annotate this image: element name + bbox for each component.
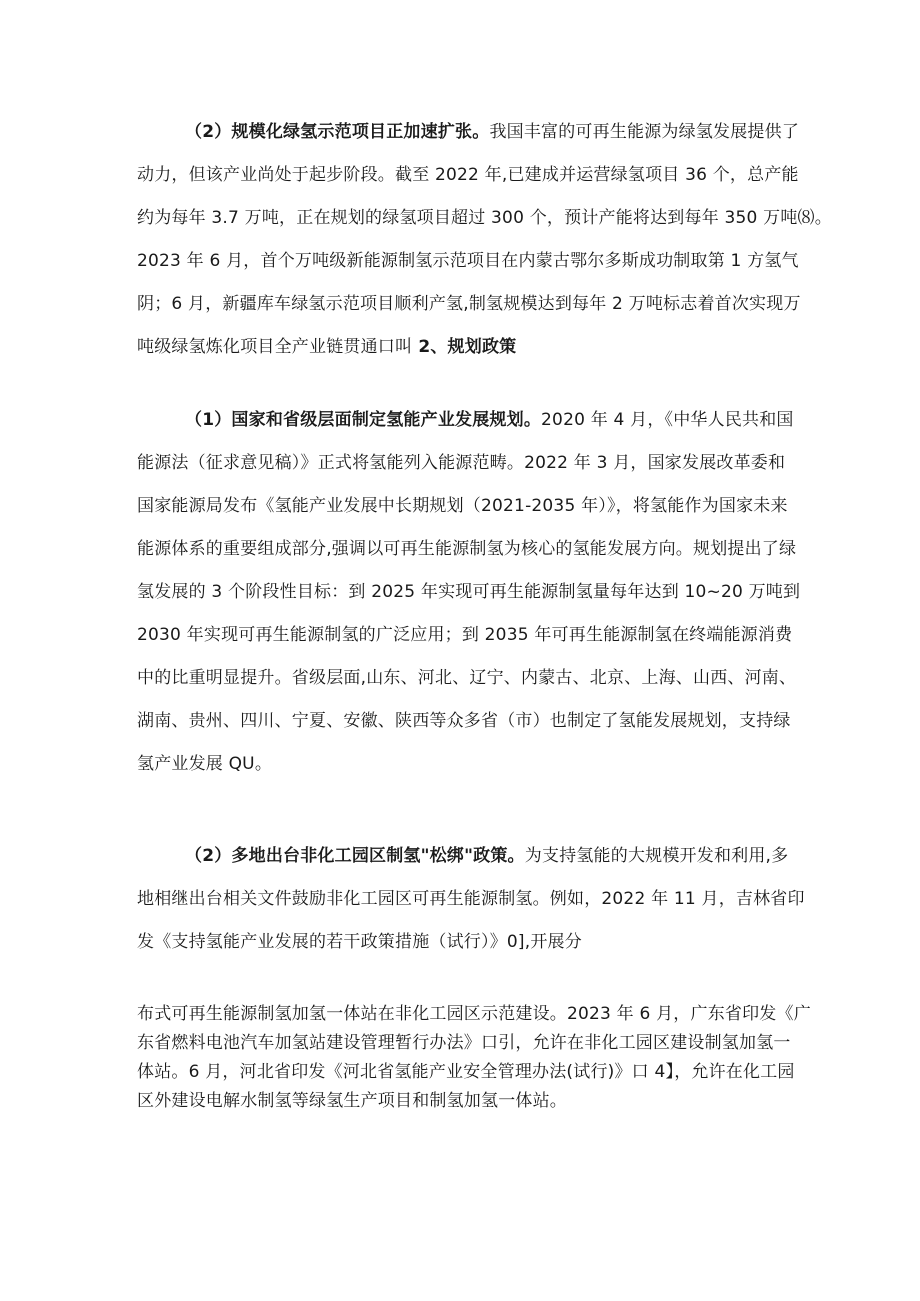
- text-line: 发《支持氢能产业发展的若干政策措施（试行）》0],开展分: [137, 932, 582, 952]
- text-line: [185, 837, 788, 876]
- text-line: 阴；6 月，新疆库车绿氢示范项目顺利产氢,制氢规模达到每年 2 万吨标志着首次实现万: [137, 294, 801, 314]
- text-line: 布式可再生能源制氢加氢一体站在非化工园区示范建设。2023 年 6 月，广东省印发《广: [137, 1004, 811, 1024]
- text-line: 东省燃料电池汽车加氢站建设管理暂行办法》口引，允许在非化工园区建设制氢加氢一: [137, 1033, 791, 1053]
- section-heading: （1）国家和省级层面制定氢能产业发展规划。: [185, 410, 542, 430]
- text-line: 中的比重明显提升。省级层面,山东、河北、辽宁、内蒙古、北京、上海、山西、河南、: [137, 668, 797, 688]
- text-line: 体站。6 月，河北省印发《河北省氢能产业安全管理办法(试行)》口 4】，允许在化工园: [137, 1062, 795, 1082]
- text-line: 约为每年 3.7 万吨，正在规划的绿氢项目超过 300 个，预计产能将达到每年 350 万吨⑻。: [137, 208, 832, 228]
- body-text: 吨级绿氢炼化项目全产业链贯通口叫: [137, 337, 413, 357]
- section-heading: 2、规划政策: [412, 337, 517, 357]
- text-line: 氢产业发展 QU。: [137, 754, 273, 774]
- text-line: 国家能源局发布《氢能产业发展中长期规划（2021-2035 年）》，将氢能作为国家未来: [137, 496, 788, 516]
- section-heading: （2）规模化绿氢示范项目正加速扩张。: [185, 122, 490, 142]
- text-line: [137, 328, 516, 367]
- body-text: 为支持氢能的大规模开发和利用,多: [524, 846, 789, 866]
- text-line: 能源法（征求意见稿）》正式将氢能列入能源范畴。2022 年 3 月，国家发展改革委和: [137, 453, 786, 473]
- text-line: 区外建设电解水制氢等绿氢生产项目和制氢加氢一体站。: [137, 1091, 567, 1111]
- text-line: 氢发展的 3 个阶段性目标：到 2025 年实现可再生能源制氢量每年达到 10~20 万吨到: [137, 582, 801, 602]
- section-heading: （2）多地出台非化工园区制氢"松绑"政策。: [185, 846, 525, 866]
- text-line: 2030 年实现可再生能源制氢的广泛应用；到 2035 年可再生能源制氢在终端能源消费: [137, 625, 793, 645]
- text-line: [185, 401, 794, 440]
- text-line: 动力，但该产业尚处于起步阶段。截至 2022 年,已建成并运营绿氢项目 36 个，总产能: [137, 165, 799, 185]
- text-line: 2023 年 6 月，首个万吨级新能源制氢示范项目在内蒙古鄂尔多斯成功制取第 1 方氢气: [137, 251, 799, 271]
- text-line: 湖南、贵州、四川、宁夏、安徽、陕西等众多省（市）也制定了氢能发展规划，支持绿: [137, 711, 791, 731]
- body-text: 2020 年 4 月，《中华人民共和国: [541, 410, 794, 430]
- text-line: [185, 113, 799, 152]
- body-text: 我国丰富的可再生能源为绿氢发展提供了: [489, 122, 800, 142]
- text-line: 地相继出台相关文件鼓励非化工园区可再生能源制氢。例如，2022 年 11 月，吉林省印: [137, 889, 805, 909]
- text-line: 能源体系的重要组成部分,强调以可再生能源制氢为核心的氢能发展方向。规划提出了绿: [137, 539, 797, 559]
